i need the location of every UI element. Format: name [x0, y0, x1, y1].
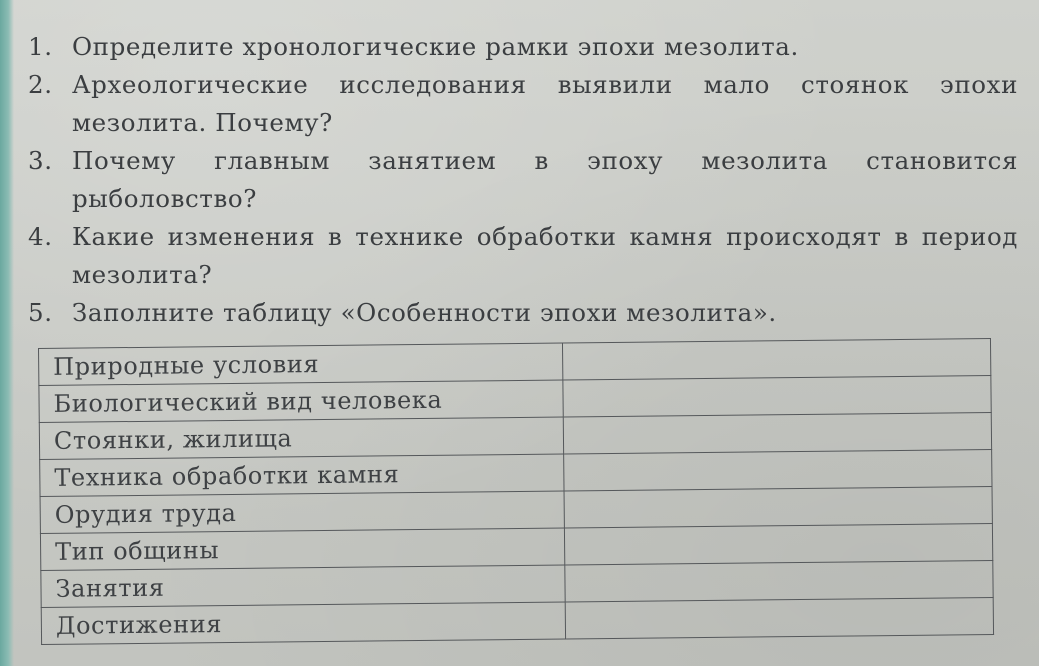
- questions-list: [28, 28, 1018, 332]
- question-text: Заполните таблицу «Особенности эпохи мезолита».: [72, 298, 777, 327]
- question-number: 3.: [28, 146, 53, 175]
- row-label: Техника обработки камня: [40, 454, 565, 496]
- row-value-cell: [564, 450, 992, 491]
- page-edge-decoration: [0, 0, 14, 666]
- question-text: Определите хронологические рамки эпохи мезолита.: [72, 32, 799, 61]
- row-label: Занятия: [41, 565, 566, 607]
- features-table: [38, 338, 994, 645]
- row-label: Тип общины: [40, 528, 565, 570]
- question-number: 2.: [28, 70, 53, 99]
- question-item: [28, 294, 1018, 332]
- question-item: [28, 66, 1018, 142]
- question-text: Почему главным занятием в эпоху мезолита становится рыболовство?: [72, 146, 1018, 213]
- row-value-cell: [564, 413, 992, 454]
- row-value-cell: [566, 598, 994, 639]
- row-value-cell: [563, 376, 991, 417]
- row-value-cell: [565, 561, 993, 602]
- row-value-cell: [563, 339, 991, 380]
- question-item: [28, 218, 1018, 294]
- row-value-cell: [564, 487, 992, 528]
- question-text: Археологические исследования выявили мало стоянок эпохи мезолита. Почему?: [72, 70, 1018, 137]
- row-label: Орудия труда: [40, 491, 565, 533]
- question-text: Какие изменения в технике обработки камня происходят в период мезолита?: [72, 222, 1018, 289]
- question-number: 5.: [28, 298, 53, 327]
- question-number: 4.: [28, 222, 53, 251]
- question-item: [28, 28, 1018, 66]
- row-label: Биологический вид человека: [39, 380, 564, 422]
- question-item: [28, 142, 1018, 218]
- row-label: Природные условия: [39, 343, 564, 385]
- row-label: Достижения: [41, 602, 566, 644]
- mesolithic-features-table: [38, 338, 994, 645]
- question-number: 1.: [28, 32, 53, 61]
- row-value-cell: [565, 524, 993, 565]
- row-label: Стоянки, жилища: [39, 417, 564, 459]
